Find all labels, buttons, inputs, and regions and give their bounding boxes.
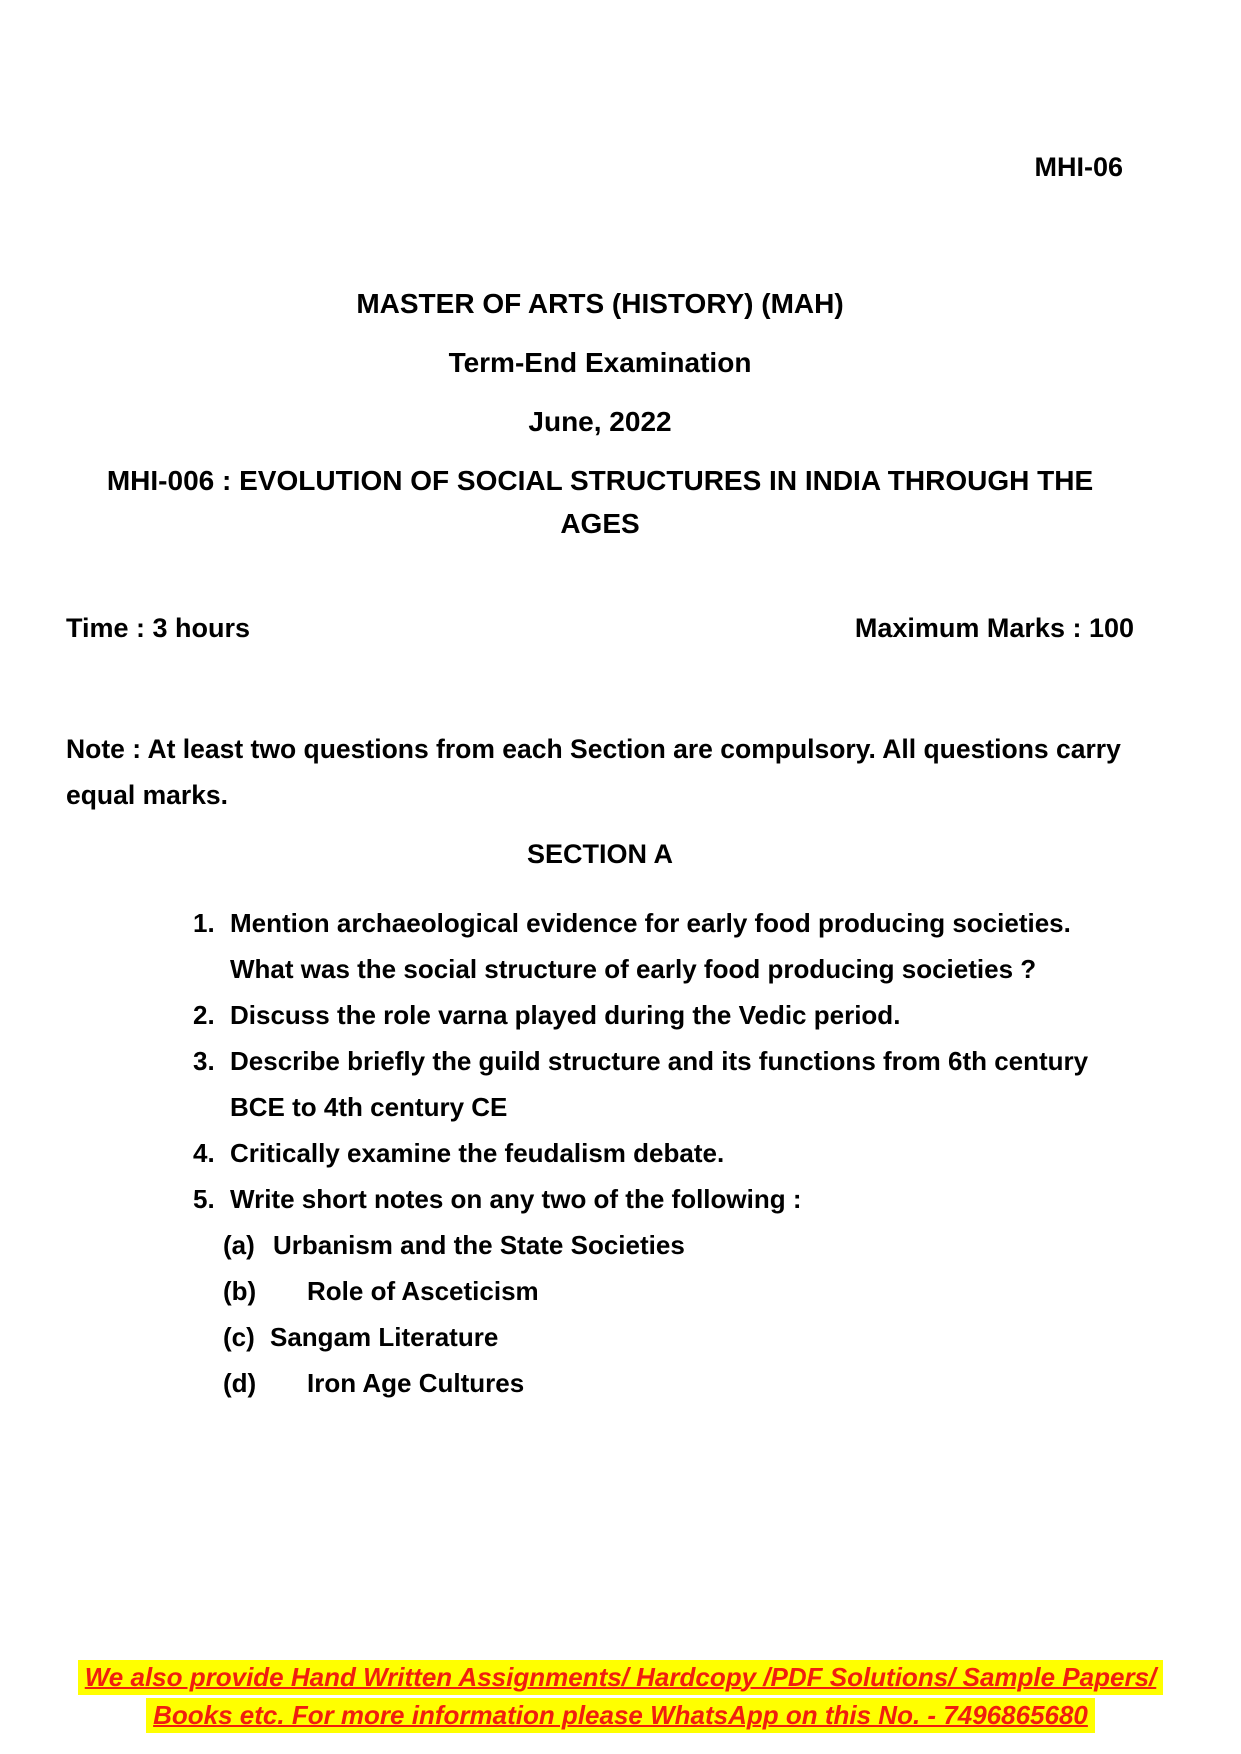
paper-code: MHI-06: [1034, 152, 1123, 182]
question-list: [66, 900, 1134, 1406]
degree-title: MASTER OF ARTS (HISTORY) (MAH): [356, 288, 844, 319]
subquestion-c: [223, 1314, 1134, 1360]
question-2-number: 2.: [193, 1000, 215, 1030]
question-4-number: 4.: [193, 1138, 215, 1168]
course-title-line1: MHI-006 : EVOLUTION OF SOCIAL STRUCTURES IN INDIA THROUGH THE: [106, 465, 1094, 496]
question-3-text: Describe briefly the guild structure and its functions from 6th century BCE to 4th century CE: [230, 1046, 1089, 1122]
subquestion-c-marker: (c): [223, 1322, 255, 1352]
question-1: [66, 900, 1134, 992]
maximum-marks: Maximum Marks : 100: [854, 613, 1134, 643]
question-1-text: Mention archaeological evidence for early food producing societies. What was the social structure of early food producing societies ?: [230, 908, 1071, 984]
exam-title: Term-End Examination: [448, 347, 752, 378]
promo-banner-line1: [0, 1658, 1241, 1696]
question-5: [66, 1176, 1134, 1222]
subquestion-c-text: Sangam Literature: [270, 1322, 499, 1352]
subquestion-d: [223, 1360, 1134, 1406]
promo-banner-line2: [0, 1696, 1241, 1734]
exam-note: Note : At least two questions from each Section are compulsory. All questions carry equal marks.: [66, 734, 1121, 810]
exam-date: June, 2022: [528, 406, 672, 437]
section-a-heading: SECTION A: [526, 839, 673, 869]
question-2: [66, 992, 1134, 1038]
promo-banner: [0, 1658, 1241, 1734]
question-1-number: 1.: [193, 908, 215, 938]
subquestion-b: [223, 1268, 1134, 1314]
promo-banner-line1-text: We also provide Hand Written Assignments/ Hardcopy /PDF Solutions/ Sample Papers/: [78, 1660, 1164, 1695]
question-4-text: Critically examine the feudalism debate.: [230, 1138, 725, 1168]
subquestion-a: [223, 1222, 1134, 1268]
time-allowed: Time : 3 hours: [66, 613, 251, 643]
promo-banner-line2-text: Books etc. For more information please WhatsApp on this No. - 7496865680: [146, 1698, 1095, 1733]
time-marks-row: [66, 607, 1134, 650]
subquestion-a-marker: (a): [223, 1230, 255, 1260]
subquestion-d-text: Iron Age Cultures: [307, 1368, 525, 1398]
question-2-text: Discuss the role varna played during the Vedic period.: [230, 1000, 901, 1030]
subquestion-d-marker: (d): [223, 1368, 257, 1398]
question-3-number: 3.: [193, 1046, 215, 1076]
question-4: [66, 1130, 1134, 1176]
paper-content: [66, 0, 1134, 1406]
course-title-line2: AGES: [560, 508, 640, 539]
subquestion-b-text: Role of Asceticism: [307, 1276, 539, 1306]
question-3: [66, 1038, 1134, 1130]
subquestion-b-marker: (b): [223, 1276, 257, 1306]
question-5-number: 5.: [193, 1184, 215, 1214]
question-5-text: Write short notes on any two of the following :: [230, 1184, 802, 1214]
subquestion-a-text: Urbanism and the State Societies: [273, 1230, 685, 1260]
